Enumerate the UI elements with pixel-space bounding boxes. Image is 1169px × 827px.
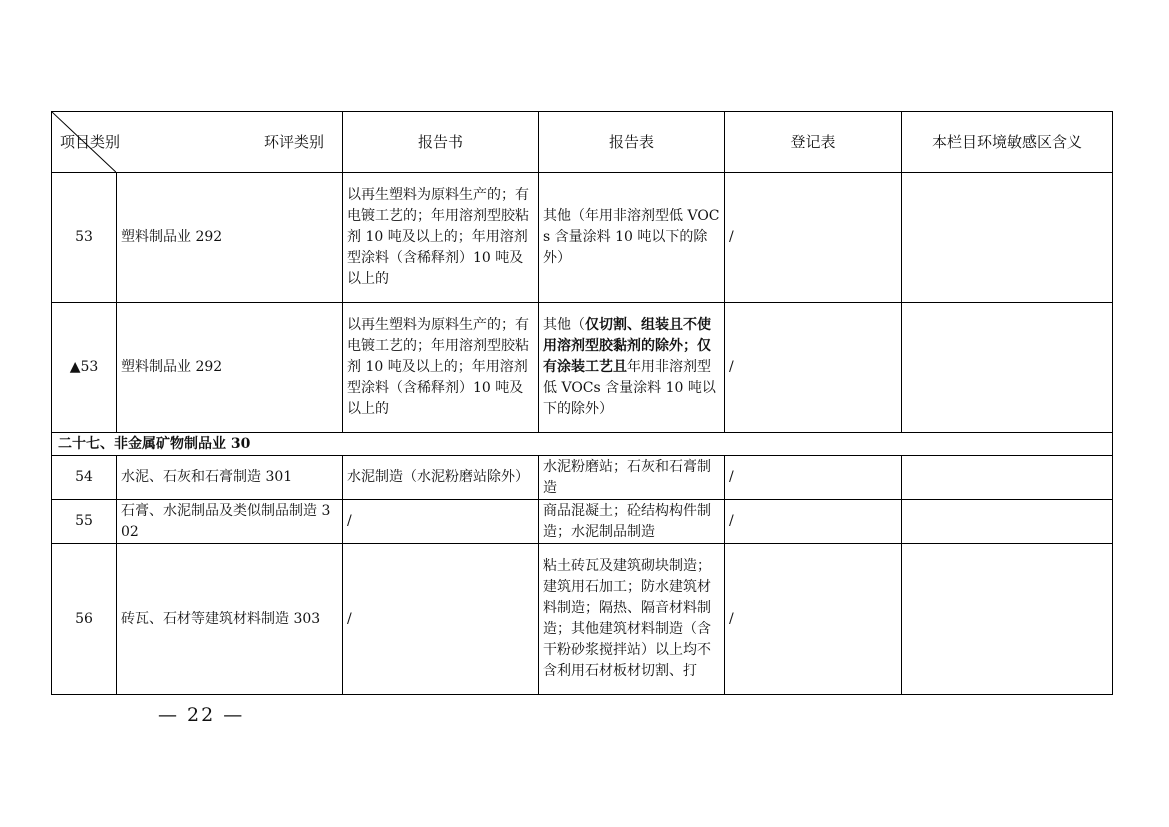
header-registration-form: 登记表	[725, 112, 902, 173]
row-registration: /	[725, 456, 902, 500]
row-sensitive	[902, 303, 1113, 433]
header-report-book: 报告书	[343, 112, 539, 173]
header-project-category: 项目类别	[60, 133, 121, 151]
table-row	[52, 456, 1113, 500]
row-report-form: 粘土砖瓦及建筑砌块制造；建筑用石加工；防水建筑材料制造；隔热、隔音材料制造；其他建筑材料制造（含干粉砂浆搅拌站）以上均不含利用石材板材切割、打	[539, 544, 725, 695]
diagonal-header-cell	[52, 112, 343, 173]
row-number: 54	[52, 456, 117, 500]
row-number: 56	[52, 544, 117, 695]
row-report-book: /	[343, 500, 539, 544]
row-report-form	[539, 303, 725, 433]
row-sensitive	[902, 173, 1113, 303]
report-form-bold-text: 仅切割、组装且不使用溶剂型胶黏剂的除外；仅有涂装工艺且	[543, 317, 711, 375]
row-report-form: 其他（年用非溶剂型低 VOCs 含量涂料 10 吨以下的除外）	[539, 173, 725, 303]
row-number: ▲53	[52, 303, 117, 433]
row-registration: /	[725, 500, 902, 544]
row-registration: /	[725, 303, 902, 433]
header-row	[52, 112, 1113, 173]
section-row	[52, 433, 1113, 456]
row-name: 塑料制品业 292	[117, 173, 343, 303]
report-form-text-a: 其他（	[543, 317, 585, 333]
row-number: 55	[52, 500, 117, 544]
row-sensitive	[902, 544, 1113, 695]
row-sensitive	[902, 456, 1113, 500]
table-row	[52, 173, 1113, 303]
header-report-form: 报告表	[539, 112, 725, 173]
row-report-book: /	[343, 544, 539, 695]
row-report-book: 以再生塑料为原料生产的；有电镀工艺的；年用溶剂型胶粘剂 10 吨及以上的；年用溶剂型涂料（含稀释剂）10 吨及以上的	[343, 303, 539, 433]
table-row	[52, 500, 1113, 544]
report-form-text-b: 年用非溶剂型低 VOCs 含量涂料 10 吨以下的除外）	[543, 359, 716, 417]
table-row	[52, 544, 1113, 695]
header-eia-category: 环评类别	[263, 133, 324, 151]
section-heading: 二十七、非金属矿物制品业 30	[52, 433, 1113, 456]
table-row	[52, 303, 1113, 433]
row-registration: /	[725, 173, 902, 303]
row-report-form: 商品混凝土；砼结构构件制造；水泥制品制造	[539, 500, 725, 544]
row-registration: /	[725, 544, 902, 695]
row-report-book: 以再生塑料为原料生产的；有电镀工艺的；年用溶剂型胶粘剂 10 吨及以上的；年用溶剂型涂料（含稀释剂）10 吨及以上的	[343, 173, 539, 303]
row-name: 砖瓦、石材等建筑材料制造 303	[117, 544, 343, 695]
row-name: 塑料制品业 292	[117, 303, 343, 433]
row-name: 水泥、石灰和石膏制造 301	[117, 456, 343, 500]
classification-table	[51, 111, 1113, 695]
row-report-book: 水泥制造（水泥粉磨站除外）	[343, 456, 539, 500]
row-number: 53	[52, 173, 117, 303]
page-number: — 22 —	[158, 704, 245, 726]
row-report-form: 水泥粉磨站；石灰和石膏制造	[539, 456, 725, 500]
row-name: 石膏、水泥制品及类似制品制造 302	[117, 500, 343, 544]
header-sensitive-area: 本栏目环境敏感区含义	[902, 112, 1113, 173]
row-sensitive	[902, 500, 1113, 544]
